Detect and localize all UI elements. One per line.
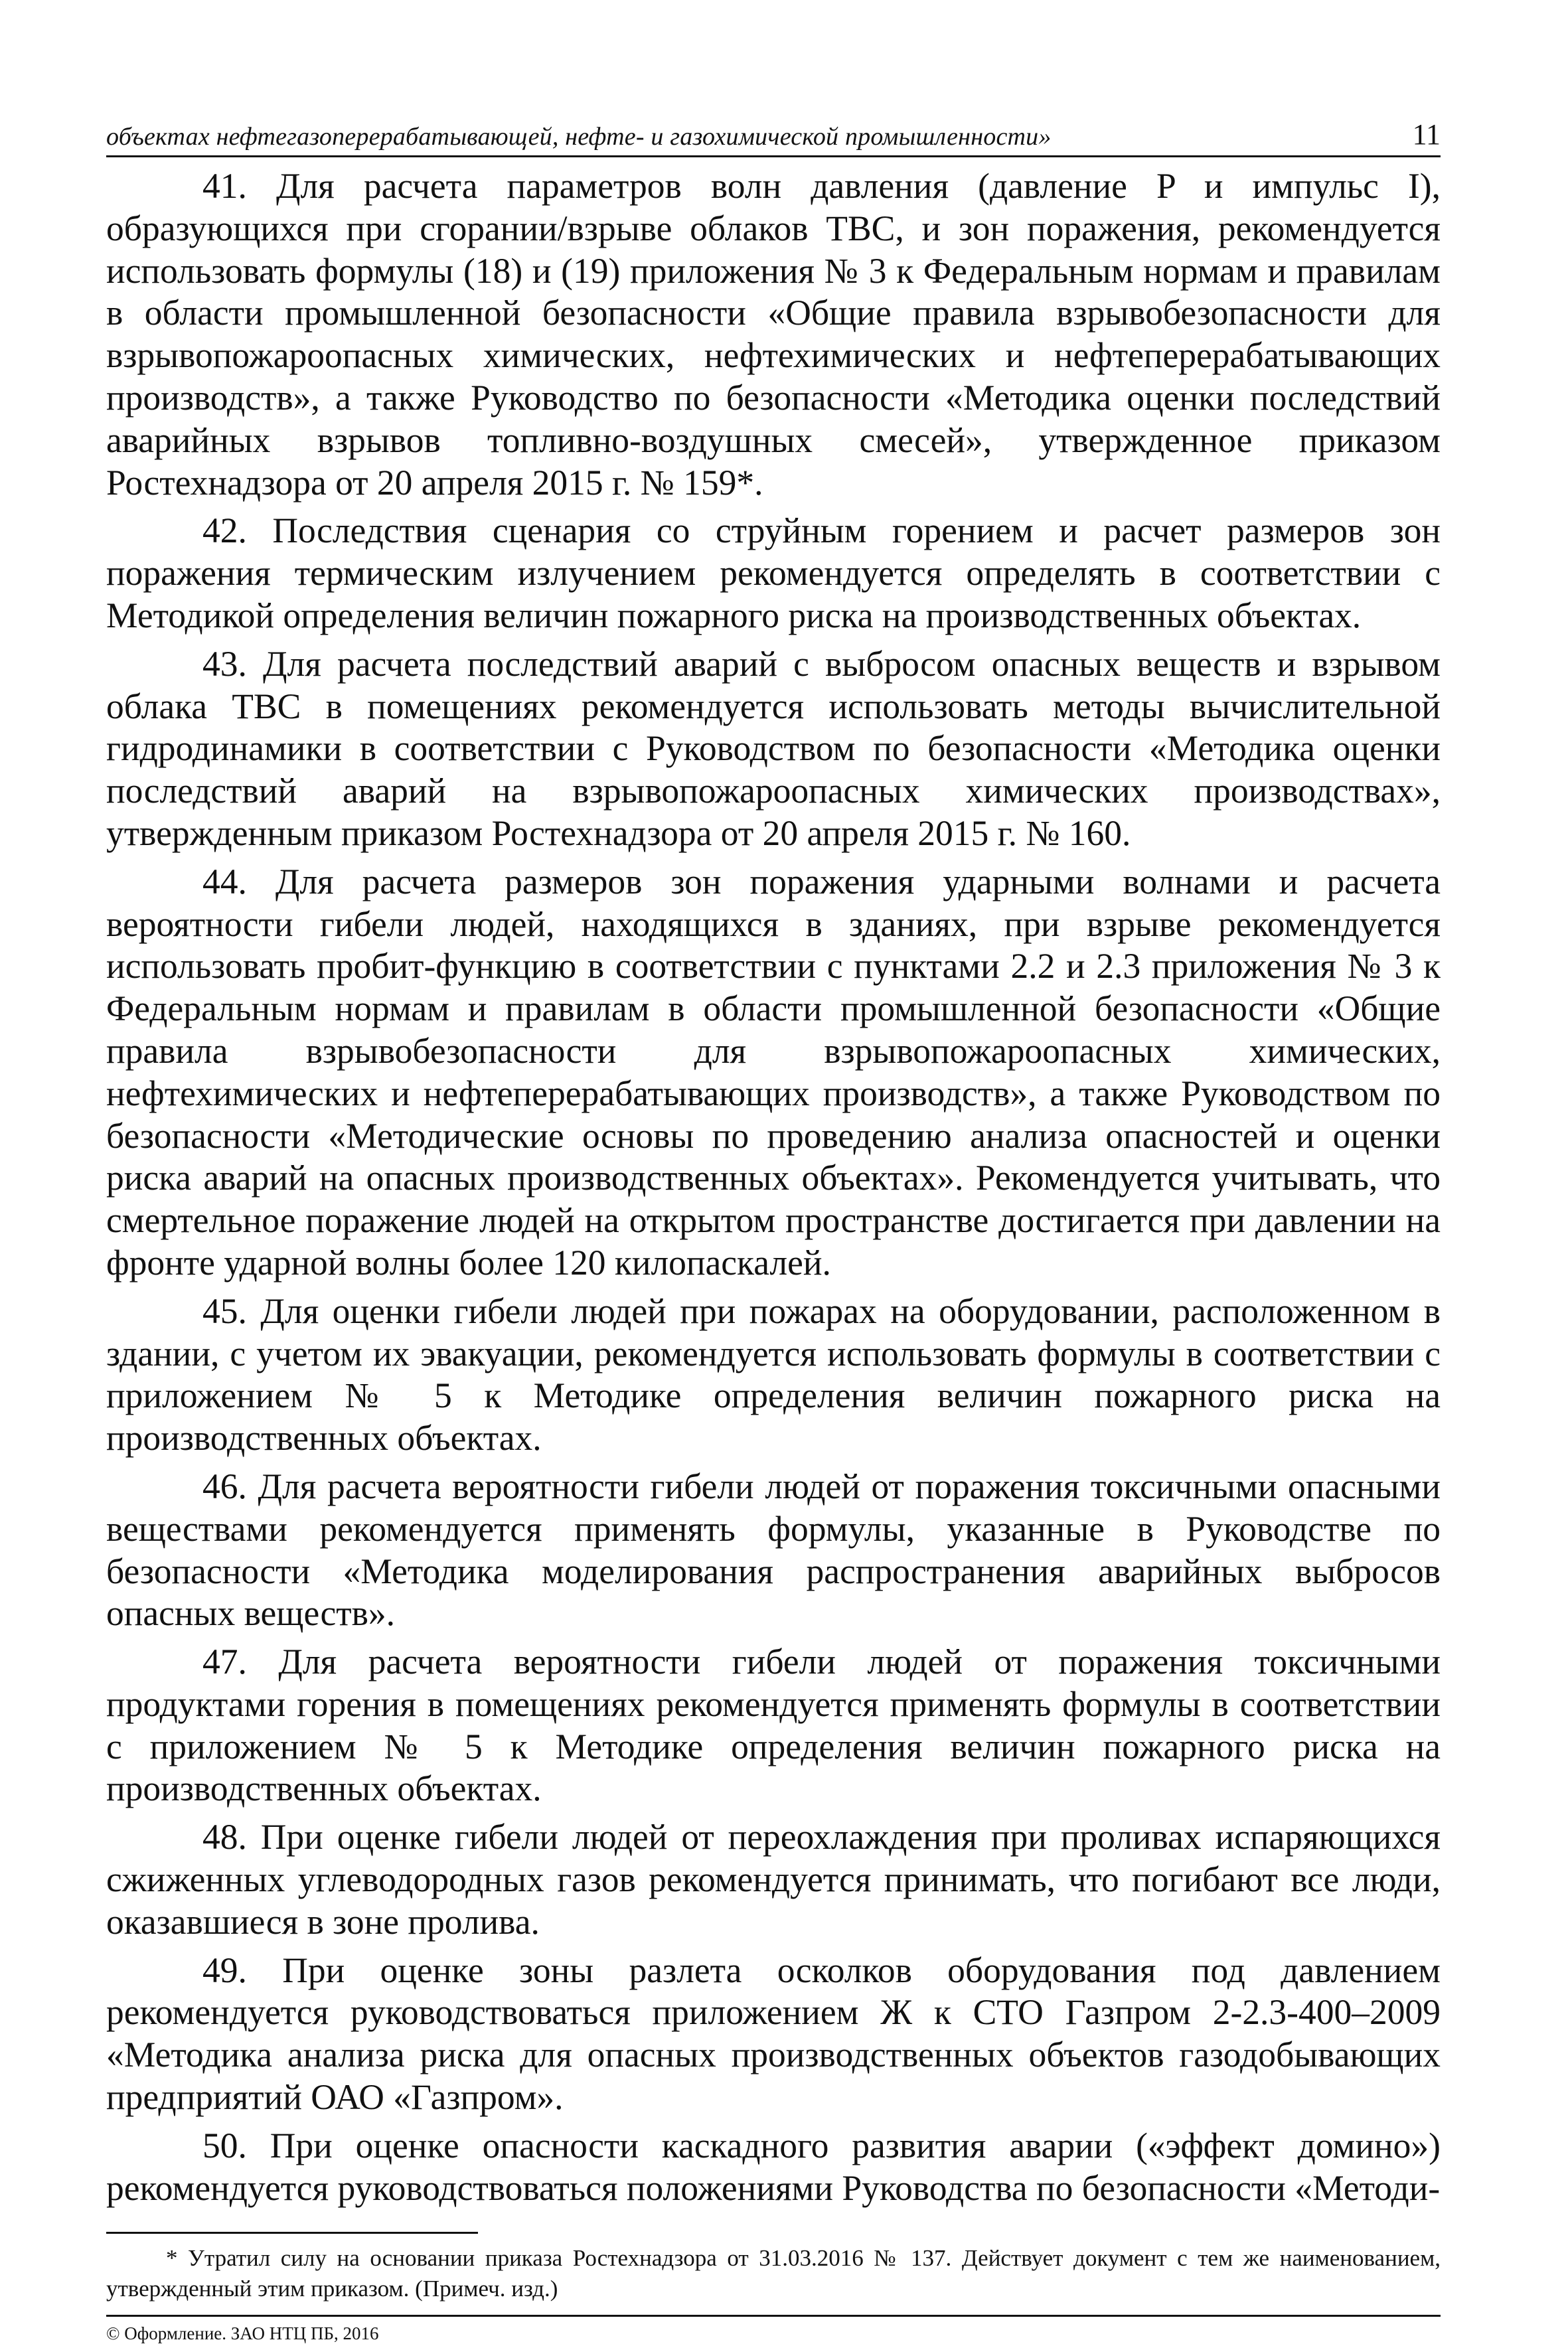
paragraph-48: 48. При оценке гибели людей от переохлаждения при проливах испаряющихся сжиженных углеводородных газов рекомендуется принимать, что погибают все люди, оказавшиеся в зоне пролива. [106, 1817, 1441, 1942]
bottom-divider [106, 2315, 1441, 2317]
page-number: 11 [1412, 118, 1441, 151]
body-text [106, 165, 1441, 2209]
paragraph-43: 43. Для расчета последствий аварий с выбросом опасных веществ и взрывом облака ТВС в помещениях рекомендуется использовать методы вычислительной гидродинамики в соответствии с Руководством по безопасности «Методика оценки последствий аварий на взрывопожароопасных химических производствах», утвержденным приказом Ростехнадзора от 20 апреля 2015 г. № 160. [106, 643, 1441, 853]
paragraph-50: 50. При оценке опасности каскадного развития аварии («эффект домино») рекомендуется руководствоваться положениями Руководства по безопасности «Методи- [106, 2125, 1441, 2208]
footnote: * Утратил силу на основании приказа Ростехнадзора от 31.03.2016 № 137. Действует документ с тем же наименованием, утвержденный этим приказом. (Примеч. изд.) [106, 2245, 1441, 2302]
footnote-divider [106, 2232, 478, 2234]
paragraph-41: 41. Для расчета параметров волн давления (давление P и импульс I), образующихся при сгорании/взрыве облаков ТВС, и зон поражения, рекомендуется использовать формулы (18) и (19) приложения № 3 к Федеральным нормам и правилам в области промышленной безопасности «Общие правила взрывобезопасности для взрывопожароопасных химических, нефтехимических и нефтеперерабатывающих производств», а также Руководство по безопасности «Методика оценки последствий аварийных взрывов топливно-воздушных смесей», утвержденное приказом Ростехнадзора от 20 апреля 2015 г. № 159*. [106, 166, 1441, 503]
paragraph-46: 46. Для расчета вероятности гибели людей от поражения токсичными опасными веществами рекомендуется применять формулы, указанные в Руководстве по безопасности «Методика моделирования распространения аварийных выбросов опасных веществ». [106, 1466, 1441, 1634]
paragraph-49: 49. При оценке зоны разлета осколков оборудования под давлением рекомендуется руководствоваться приложением Ж к СТО Газпром 2-2.3-400–2009 «Методика анализа риска для опасных производственных объектов газодобывающих предприятий ОАО «Газпром». [106, 1950, 1441, 2118]
paragraph-45: 45. Для оценки гибели людей при пожарах на оборудовании, расположенном в здании, с учетом их эвакуации, рекомендуется использовать формулы в соответствии с приложением № 5 к Методике определения величин пожарного риска на производственных объектах. [106, 1290, 1441, 1458]
running-header [106, 113, 1441, 157]
paragraph-42: 42. Последствия сценария со струйным горением и расчет размеров зон поражения термическим излучением рекомендуется определять в соответствии с Методикой определения величин пожарного риска на производственных объектах. [106, 510, 1441, 635]
copyright-line: © Оформление. ЗАО НТЦ ПБ, 2016 [106, 2323, 379, 2344]
paragraph-44: 44. Для расчета размеров зон поражения ударными волнами и расчета вероятности гибели людей, находящихся в зданиях, при взрыве рекомендуется использовать пробит-функцию в соответствии с пунктами 2.2 и 2.3 приложения № 3 к Федеральным нормам и правилам в области промышленной безопасности «Общие правила взрывобезопасности для взрывопожароопасных химических, нефтехимических и нефтеперерабатывающих производств», а также Руководством по безопасности «Методические основы по проведению анализа опасностей и оценки риска аварий на опасных производственных объектах». Рекомендуется учитывать, что смертельное поражение людей на открытом пространстве достигается при давлении на фронте ударной волны более 120 килопаскалей. [106, 861, 1441, 1283]
running-header-title: объектах нефтегазоперерабатывающей, нефте- и газохимической промышленности» [106, 123, 1052, 151]
document-page [106, 113, 1441, 2344]
paragraph-47: 47. Для расчета вероятности гибели людей от поражения токсичными продуктами горения в помещениях рекомендуется применять формулы в соответствии с приложением № 5 к Методике определения величин пожарного риска на производственных объектах. [106, 1642, 1441, 1809]
